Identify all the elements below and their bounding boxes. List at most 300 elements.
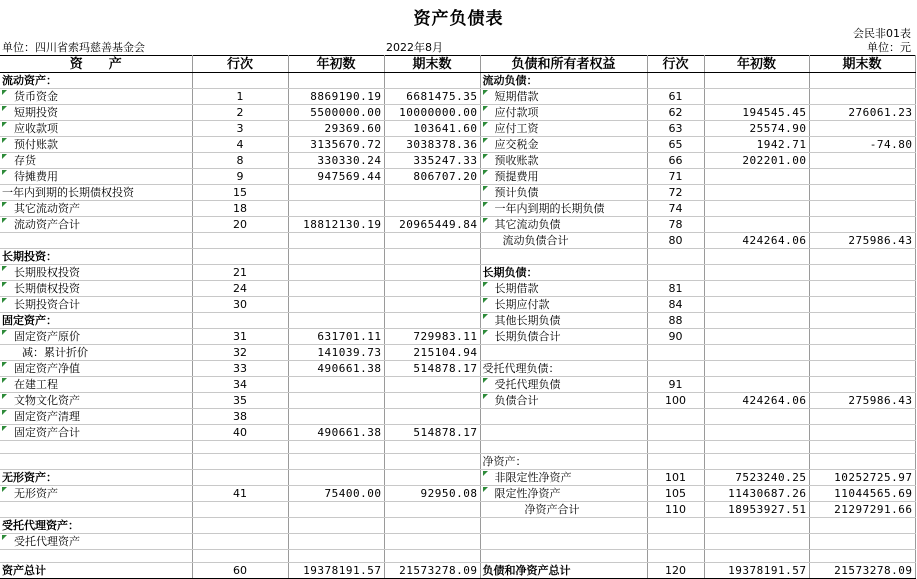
right-item-name[interactable]: 应付工资	[480, 121, 647, 137]
right-begin-amount[interactable]	[704, 249, 809, 265]
left-begin-amount[interactable]	[288, 409, 384, 425]
left-end-amount[interactable]: 103641.60	[384, 121, 480, 137]
left-row-number[interactable]: 9	[192, 169, 288, 185]
left-item-name[interactable]: 固定资产清理	[0, 409, 192, 425]
empty-cell	[192, 441, 288, 454]
left-begin-amount[interactable]: 490661.38	[288, 361, 384, 377]
right-item-name[interactable]: 长期负债：	[480, 265, 647, 281]
left-begin-amount[interactable]	[288, 249, 384, 265]
right-row-number[interactable]: 81	[647, 281, 704, 297]
right-end-amount[interactable]	[809, 361, 915, 377]
left-begin-amount[interactable]	[288, 470, 384, 486]
right-end-amount[interactable]	[809, 217, 915, 233]
right-begin-amount[interactable]	[704, 377, 809, 393]
left-begin-amount[interactable]	[288, 281, 384, 297]
table-row	[0, 345, 915, 361]
empty-cell	[647, 441, 704, 454]
left-begin-amount[interactable]	[288, 393, 384, 409]
left-begin-amount[interactable]: 3135670.72	[288, 137, 384, 153]
left-end-amount[interactable]: 6681475.35	[384, 89, 480, 105]
left-end-amount[interactable]: 806707.20	[384, 169, 480, 185]
table-row	[0, 233, 915, 249]
right-end-amount[interactable]	[809, 297, 915, 313]
table-row	[0, 486, 915, 502]
left-row-number[interactable]	[192, 313, 288, 329]
right-row-number[interactable]: 61	[647, 89, 704, 105]
left-begin-amount[interactable]	[288, 454, 384, 470]
left-begin-amount[interactable]	[288, 313, 384, 329]
right-begin-amount[interactable]: 194545.45	[704, 105, 809, 121]
left-row-number[interactable]: 35	[192, 393, 288, 409]
header-end: 期末数	[384, 56, 480, 73]
right-end-amount[interactable]: 10252725.97	[809, 470, 915, 486]
empty-cell	[480, 441, 647, 454]
left-end-amount[interactable]	[384, 502, 480, 518]
right-begin-amount[interactable]: 1942.71	[704, 137, 809, 153]
left-row-number[interactable]: 15	[192, 185, 288, 201]
right-row-number[interactable]: 72	[647, 185, 704, 201]
left-item-name[interactable]: 预付账款	[0, 137, 192, 153]
right-begin-amount[interactable]	[704, 73, 809, 89]
left-end-amount[interactable]: 215104.94	[384, 345, 480, 361]
empty-cell	[480, 550, 647, 563]
right-item-name[interactable]	[480, 345, 647, 361]
table-row	[0, 169, 915, 185]
right-begin-amount[interactable]: 11430687.26	[704, 486, 809, 502]
right-begin-amount[interactable]: 7523240.25	[704, 470, 809, 486]
right-row-number[interactable]	[647, 425, 704, 441]
right-end-amount[interactable]	[809, 409, 915, 425]
right-row-number[interactable]: 84	[647, 297, 704, 313]
left-item-name[interactable]: 固定资产原价	[0, 329, 192, 345]
table-row	[0, 217, 915, 233]
table-row	[0, 297, 915, 313]
left-begin-amount[interactable]	[288, 377, 384, 393]
right-row-number[interactable]	[647, 73, 704, 89]
left-end-amount[interactable]: 514878.17	[384, 425, 480, 441]
left-item-name[interactable]: 待摊费用	[0, 169, 192, 185]
right-end-amount[interactable]: -74.80	[809, 137, 915, 153]
empty-cell	[647, 550, 704, 563]
left-item-name[interactable]: 受托代理资产	[0, 534, 192, 550]
right-total-end[interactable]: 21573278.09	[809, 563, 915, 579]
left-row-number[interactable]: 8	[192, 153, 288, 169]
left-end-amount[interactable]	[384, 518, 480, 534]
left-begin-amount[interactable]: 5500000.00	[288, 105, 384, 121]
left-row-number[interactable]: 32	[192, 345, 288, 361]
left-item-name[interactable]: 无形资产	[0, 486, 192, 502]
left-row-number[interactable]	[192, 470, 288, 486]
header-row	[0, 56, 915, 73]
table-row	[0, 377, 915, 393]
right-row-number[interactable]: 91	[647, 377, 704, 393]
right-begin-amount[interactable]	[704, 329, 809, 345]
table-row	[0, 454, 915, 470]
right-end-amount[interactable]	[809, 265, 915, 281]
left-row-number[interactable]: 38	[192, 409, 288, 425]
form-code: 会民非01表	[853, 27, 911, 40]
empty-cell	[288, 550, 384, 563]
left-begin-amount[interactable]: 75400.00	[288, 486, 384, 502]
right-begin-amount[interactable]	[704, 518, 809, 534]
right-total-begin[interactable]: 19378191.57	[704, 563, 809, 579]
right-row-number[interactable]	[647, 345, 704, 361]
left-total-begin[interactable]: 19378191.57	[288, 563, 384, 579]
right-row-number[interactable]	[647, 534, 704, 550]
right-row-number[interactable]: 71	[647, 169, 704, 185]
left-item-name[interactable]: 短期投资	[0, 105, 192, 121]
empty-cell	[704, 550, 809, 563]
empty-cell	[0, 441, 192, 454]
left-row-number[interactable]: 30	[192, 297, 288, 313]
right-begin-amount[interactable]: 18953927.51	[704, 502, 809, 518]
left-row-number[interactable]: 31	[192, 329, 288, 345]
table-row	[0, 470, 915, 486]
right-begin-amount[interactable]	[704, 454, 809, 470]
left-total-row-number[interactable]: 60	[192, 563, 288, 579]
right-item-name[interactable]: 限定性净资产	[480, 486, 647, 502]
left-end-amount[interactable]	[384, 297, 480, 313]
left-end-amount[interactable]	[384, 393, 480, 409]
left-end-amount[interactable]	[384, 281, 480, 297]
left-row-number[interactable]	[192, 73, 288, 89]
right-row-number[interactable]: 88	[647, 313, 704, 329]
left-item-name[interactable]: 在建工程	[0, 377, 192, 393]
spacer-row	[0, 550, 915, 563]
left-begin-amount[interactable]: 8869190.19	[288, 89, 384, 105]
right-total-row-number[interactable]: 120	[647, 563, 704, 579]
left-end-amount[interactable]: 92950.08	[384, 486, 480, 502]
right-row-number[interactable]: 110	[647, 502, 704, 518]
left-row-number[interactable]: 40	[192, 425, 288, 441]
right-row-number[interactable]: 100	[647, 393, 704, 409]
table-row	[0, 502, 915, 518]
table-row	[0, 105, 915, 121]
left-item-name[interactable]	[0, 454, 192, 470]
right-end-amount[interactable]	[809, 169, 915, 185]
table-row	[0, 89, 915, 105]
right-item-name[interactable]: 应交税金	[480, 137, 647, 153]
left-item-name[interactable]: 长期债权投资	[0, 281, 192, 297]
left-begin-amount[interactable]: 29369.60	[288, 121, 384, 137]
table-row	[0, 313, 915, 329]
left-row-number[interactable]	[192, 502, 288, 518]
left-row-number[interactable]: 33	[192, 361, 288, 377]
left-row-number[interactable]: 1	[192, 89, 288, 105]
left-row-number[interactable]: 18	[192, 201, 288, 217]
left-end-amount[interactable]	[384, 534, 480, 550]
right-item-name[interactable]	[480, 249, 647, 265]
left-begin-amount[interactable]: 141039.73	[288, 345, 384, 361]
right-end-amount[interactable]	[809, 313, 915, 329]
right-row-number[interactable]: 66	[647, 153, 704, 169]
right-end-amount[interactable]: 275986.43	[809, 393, 915, 409]
left-end-amount[interactable]	[384, 377, 480, 393]
table-row	[0, 73, 915, 89]
left-total-name[interactable]: 资产总计	[0, 563, 192, 579]
right-end-amount[interactable]	[809, 345, 915, 361]
right-item-name[interactable]: 其它流动负债	[480, 217, 647, 233]
right-begin-amount[interactable]: 424264.06	[704, 393, 809, 409]
right-end-amount[interactable]: 276061.23	[809, 105, 915, 121]
left-begin-amount[interactable]: 330330.24	[288, 153, 384, 169]
right-item-name[interactable]: 流动负债：	[480, 73, 647, 89]
right-total-name[interactable]: 负债和净资产总计	[480, 563, 647, 579]
currency-unit: 单位：元	[867, 41, 911, 54]
header-asset: 资 产	[0, 56, 192, 73]
left-item-name[interactable]: 文物文化资产	[0, 393, 192, 409]
right-item-name[interactable]: 其他长期负债	[480, 313, 647, 329]
left-begin-amount[interactable]	[288, 502, 384, 518]
totals-row	[0, 563, 915, 579]
left-item-name[interactable]: 受托代理资产：	[0, 518, 192, 534]
right-end-amount[interactable]	[809, 153, 915, 169]
right-item-name[interactable]: 长期应付款	[480, 297, 647, 313]
right-end-amount[interactable]	[809, 121, 915, 137]
left-item-name[interactable]: 减：累计折价	[0, 345, 192, 361]
left-item-name[interactable]	[0, 502, 192, 518]
left-end-amount[interactable]: 729983.11	[384, 329, 480, 345]
left-item-name[interactable]: 存货	[0, 153, 192, 169]
right-item-name[interactable]: 短期借款	[480, 89, 647, 105]
left-begin-amount[interactable]	[288, 201, 384, 217]
right-end-amount[interactable]: 21297291.66	[809, 502, 915, 518]
left-end-amount[interactable]	[384, 185, 480, 201]
left-row-number[interactable]: 34	[192, 377, 288, 393]
empty-cell	[384, 441, 480, 454]
left-row-number[interactable]: 41	[192, 486, 288, 502]
right-begin-amount[interactable]: 25574.90	[704, 121, 809, 137]
right-item-name[interactable]	[480, 409, 647, 425]
table-row	[0, 409, 915, 425]
right-item-name[interactable]: 非限定性净资产	[480, 470, 647, 486]
left-item-name[interactable]	[0, 233, 192, 249]
right-end-amount[interactable]	[809, 377, 915, 393]
left-row-number[interactable]: 4	[192, 137, 288, 153]
right-end-amount[interactable]	[809, 281, 915, 297]
left-item-name[interactable]: 固定资产合计	[0, 425, 192, 441]
right-row-number[interactable]: 62	[647, 105, 704, 121]
right-item-name[interactable]	[480, 518, 647, 534]
left-end-amount[interactable]: 335247.33	[384, 153, 480, 169]
table-row	[0, 201, 915, 217]
left-item-name[interactable]: 长期股权投资	[0, 265, 192, 281]
right-row-number[interactable]: 105	[647, 486, 704, 502]
header-begin-right: 年初数	[704, 56, 809, 73]
right-end-amount[interactable]	[809, 454, 915, 470]
left-row-number[interactable]: 21	[192, 265, 288, 281]
left-end-amount[interactable]	[384, 249, 480, 265]
header-begin: 年初数	[288, 56, 384, 73]
left-begin-amount[interactable]	[288, 297, 384, 313]
right-begin-amount[interactable]: 424264.06	[704, 233, 809, 249]
left-item-name[interactable]: 其它流动资产	[0, 201, 192, 217]
right-begin-amount[interactable]	[704, 345, 809, 361]
left-begin-amount[interactable]	[288, 518, 384, 534]
header-end-right: 期末数	[809, 56, 915, 73]
table-row	[0, 249, 915, 265]
right-end-amount[interactable]	[809, 534, 915, 550]
right-item-name[interactable]: 长期负债合计	[480, 329, 647, 345]
table-row	[0, 425, 915, 441]
right-begin-amount[interactable]	[704, 297, 809, 313]
table-row	[0, 153, 915, 169]
table-row	[0, 518, 915, 534]
right-begin-amount[interactable]	[704, 201, 809, 217]
header-liability: 负债和所有者权益	[480, 56, 647, 73]
right-item-name[interactable]: 受托代理负债	[480, 377, 647, 393]
left-item-name[interactable]: 一年内到期的长期债权投资	[0, 185, 192, 201]
organization-unit: 单位：四川省索玛慈善基金会	[2, 41, 145, 54]
right-begin-amount[interactable]	[704, 409, 809, 425]
left-row-number[interactable]	[192, 534, 288, 550]
left-end-amount[interactable]: 20965449.84	[384, 217, 480, 233]
left-begin-amount[interactable]: 490661.38	[288, 425, 384, 441]
report-title: 资产负债表	[413, 9, 504, 29]
left-begin-amount[interactable]	[288, 534, 384, 550]
right-item-name[interactable]	[480, 534, 647, 550]
right-row-number[interactable]	[647, 518, 704, 534]
right-begin-amount[interactable]	[704, 534, 809, 550]
left-row-number[interactable]	[192, 233, 288, 249]
left-end-amount[interactable]	[384, 233, 480, 249]
left-begin-amount[interactable]: 947569.44	[288, 169, 384, 185]
right-row-number[interactable]: 74	[647, 201, 704, 217]
table-row	[0, 361, 915, 377]
left-begin-amount[interactable]	[288, 73, 384, 89]
right-end-amount[interactable]	[809, 425, 915, 441]
right-row-number[interactable]: 90	[647, 329, 704, 345]
header-row-no-right: 行次	[647, 56, 704, 73]
right-begin-amount[interactable]	[704, 217, 809, 233]
right-begin-amount[interactable]	[704, 281, 809, 297]
empty-cell	[192, 550, 288, 563]
left-item-name[interactable]: 无形资产：	[0, 470, 192, 486]
left-end-amount[interactable]: 10000000.00	[384, 105, 480, 121]
right-end-amount[interactable]: 11044565.69	[809, 486, 915, 502]
right-item-name[interactable]: 受托代理负债：	[480, 361, 647, 377]
right-item-name[interactable]: 流动负债合计	[480, 233, 647, 249]
left-end-amount[interactable]	[384, 409, 480, 425]
right-end-amount[interactable]	[809, 73, 915, 89]
right-row-number[interactable]	[647, 409, 704, 425]
right-begin-amount[interactable]	[704, 89, 809, 105]
right-item-name[interactable]: 应付款项	[480, 105, 647, 121]
empty-cell	[0, 550, 192, 563]
left-row-number[interactable]: 3	[192, 121, 288, 137]
left-end-amount[interactable]	[384, 454, 480, 470]
table-row	[0, 265, 915, 281]
right-item-name[interactable]: 长期借款	[480, 281, 647, 297]
right-begin-amount[interactable]: 202201.00	[704, 153, 809, 169]
right-item-name[interactable]: 净资产合计	[480, 502, 647, 518]
left-begin-amount[interactable]	[288, 185, 384, 201]
left-item-name[interactable]: 流动资产合计	[0, 217, 192, 233]
left-begin-amount[interactable]	[288, 265, 384, 281]
right-row-number[interactable]	[647, 454, 704, 470]
right-item-name[interactable]: 负债合计	[480, 393, 647, 409]
right-row-number[interactable]: 78	[647, 217, 704, 233]
right-row-number[interactable]: 65	[647, 137, 704, 153]
right-end-amount[interactable]	[809, 518, 915, 534]
right-row-number[interactable]	[647, 265, 704, 281]
left-row-number[interactable]	[192, 249, 288, 265]
right-end-amount[interactable]	[809, 89, 915, 105]
table-row	[0, 393, 915, 409]
right-item-name[interactable]: 一年内到期的长期负债	[480, 201, 647, 217]
empty-cell	[809, 550, 915, 563]
right-begin-amount[interactable]	[704, 169, 809, 185]
right-begin-amount[interactable]	[704, 425, 809, 441]
empty-cell	[704, 441, 809, 454]
left-end-amount[interactable]	[384, 470, 480, 486]
right-row-number[interactable]: 80	[647, 233, 704, 249]
right-begin-amount[interactable]	[704, 265, 809, 281]
left-end-amount[interactable]: 3038378.36	[384, 137, 480, 153]
left-item-name[interactable]: 固定资产净值	[0, 361, 192, 377]
right-end-amount[interactable]	[809, 201, 915, 217]
empty-cell	[384, 550, 480, 563]
report-period: 2022年8月	[386, 41, 443, 54]
right-item-name[interactable]: 预提费用	[480, 169, 647, 185]
right-item-name[interactable]: 预计负债	[480, 185, 647, 201]
left-end-amount[interactable]	[384, 265, 480, 281]
left-item-name[interactable]: 固定资产：	[0, 313, 192, 329]
right-begin-amount[interactable]	[704, 185, 809, 201]
left-row-number[interactable]: 2	[192, 105, 288, 121]
right-row-number[interactable]: 63	[647, 121, 704, 137]
left-item-name[interactable]: 长期投资合计	[0, 297, 192, 313]
left-item-name[interactable]: 货币资金	[0, 89, 192, 105]
left-item-name[interactable]: 流动资产：	[0, 73, 192, 89]
table-row	[0, 121, 915, 137]
right-row-number[interactable]	[647, 361, 704, 377]
left-row-number[interactable]: 20	[192, 217, 288, 233]
right-end-amount[interactable]	[809, 249, 915, 265]
left-item-name[interactable]: 长期投资：	[0, 249, 192, 265]
left-end-amount[interactable]	[384, 201, 480, 217]
header-row-no: 行次	[192, 56, 288, 73]
table-row	[0, 185, 915, 201]
right-item-name[interactable]: 预收账款	[480, 153, 647, 169]
right-item-name[interactable]: 净资产：	[480, 454, 647, 470]
spacer-row	[0, 441, 915, 454]
right-row-number[interactable]: 101	[647, 470, 704, 486]
empty-cell	[809, 441, 915, 454]
right-end-amount[interactable]	[809, 329, 915, 345]
left-item-name[interactable]: 应收款项	[0, 121, 192, 137]
table-row	[0, 329, 915, 345]
right-end-amount[interactable]	[809, 185, 915, 201]
table-row	[0, 534, 915, 550]
left-total-end[interactable]: 21573278.09	[384, 563, 480, 579]
left-end-amount[interactable]	[384, 73, 480, 89]
balance-sheet-table	[0, 55, 916, 579]
left-begin-amount[interactable]: 631701.11	[288, 329, 384, 345]
left-row-number[interactable]	[192, 518, 288, 534]
left-begin-amount[interactable]	[288, 233, 384, 249]
right-item-name[interactable]	[480, 425, 647, 441]
right-row-number[interactable]	[647, 249, 704, 265]
left-end-amount[interactable]	[384, 313, 480, 329]
right-begin-amount[interactable]	[704, 361, 809, 377]
right-end-amount[interactable]: 275986.43	[809, 233, 915, 249]
left-row-number[interactable]: 24	[192, 281, 288, 297]
left-end-amount[interactable]: 514878.17	[384, 361, 480, 377]
left-begin-amount[interactable]: 18812130.19	[288, 217, 384, 233]
left-row-number[interactable]	[192, 454, 288, 470]
right-begin-amount[interactable]	[704, 313, 809, 329]
